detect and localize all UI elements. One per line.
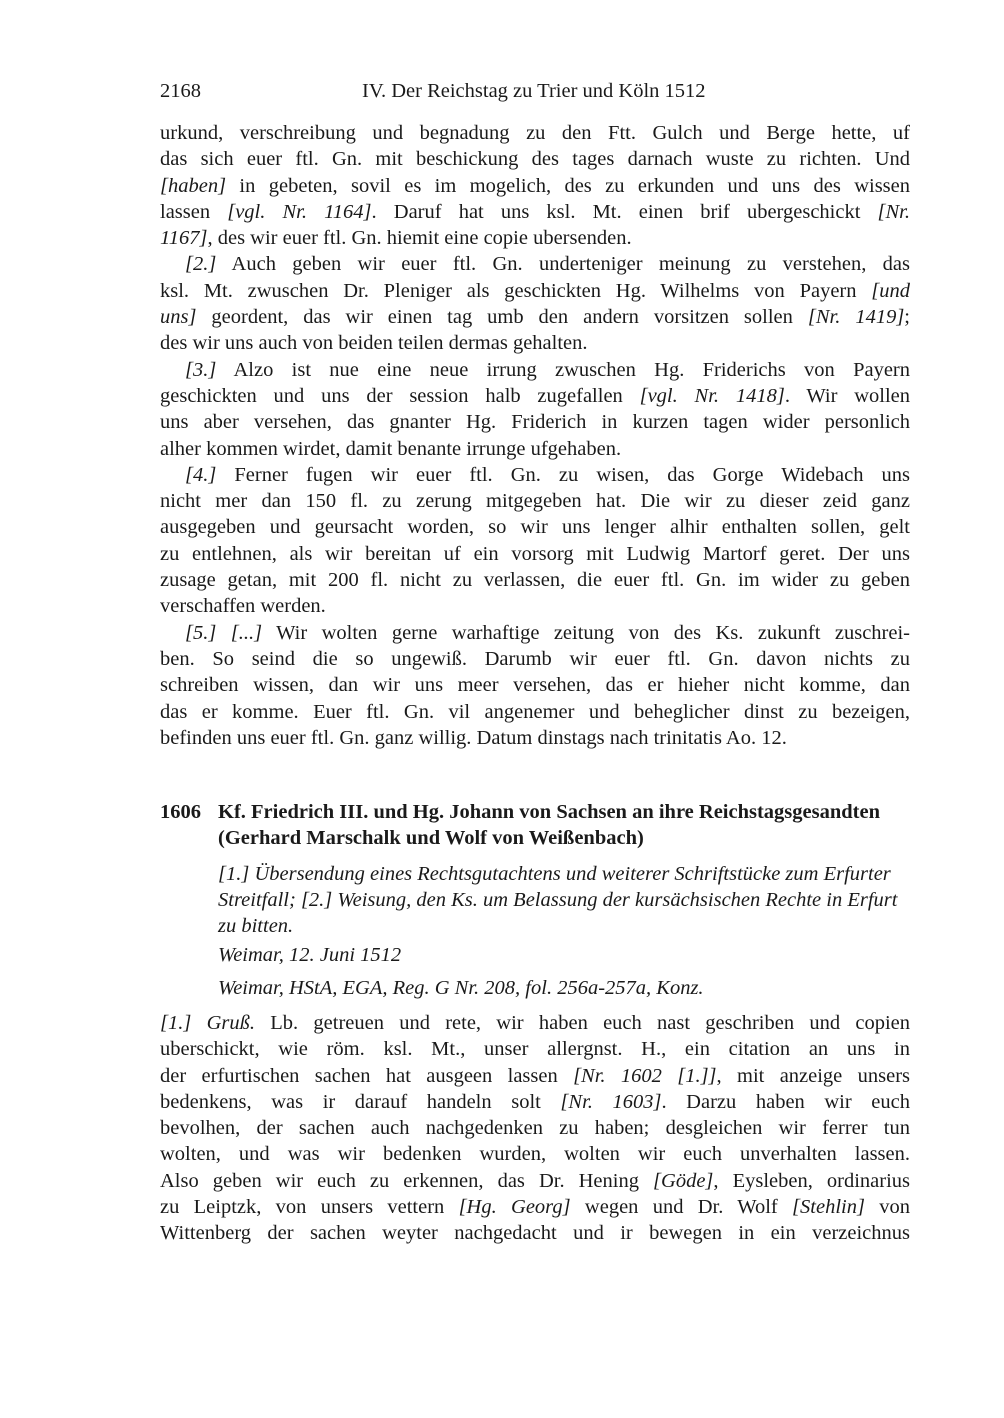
italic-annotation: [vgl. Nr. 1418] xyxy=(639,384,785,407)
text-line xyxy=(160,1194,910,1220)
text-line xyxy=(160,1220,910,1246)
text-segment: wegen und Dr. Wolf xyxy=(570,1196,793,1219)
text-segment: uberschickt, wie röm. ksl. Mt., unser allergnst. H., ein citation an uns in xyxy=(160,1038,910,1061)
italic-annotation: [Stehlin] xyxy=(792,1196,865,1219)
text-line xyxy=(160,383,910,409)
text-line xyxy=(160,567,910,593)
document-summary: [1.] Übersendung eines Rechtsgutachtens und weiterer Schriftstücke zum Erfurter Streitfall; [2.] Weisung, den Ks. um Belassung der kursächsischen Rechte in Erfurt zu bitten. xyxy=(218,863,898,937)
text-segment: ; xyxy=(904,306,910,329)
text-segment: ben. So seind die so ungewiß. Darumb wir euer ftl. Gn. davon nichts zu xyxy=(160,647,910,670)
text-segment: Wittenberg der sachen weyter nachgedacht und ir bewegen in ein verzeichnus xyxy=(160,1222,910,1245)
text-line xyxy=(160,1141,910,1167)
text-segment: der erfurtischen sachen hat ausgeen lassen xyxy=(160,1064,574,1087)
text-segment: das sich euer ftl. Gn. mit beschickung des tages darnach wuste zu richten. Und xyxy=(160,148,910,171)
document-date: Weimar, 12. Juni 1512 xyxy=(218,944,402,966)
text-segment: alher kommen wirdet, damit benante irrunge ufgehaben. xyxy=(160,437,622,460)
text-line xyxy=(160,173,910,199)
italic-annotation: [Nr. xyxy=(877,200,910,223)
text-segment: , Eysleben, ordinarius xyxy=(713,1169,910,1192)
text-segment: wolten, und was wir bedenken wurden, wolten wir euch unverhalten lassen. xyxy=(160,1143,910,1166)
text-segment: . Darzu haben wir euch xyxy=(661,1090,910,1113)
text-segment: bedenkens, was ir darauf handeln solt xyxy=(160,1090,561,1113)
text-segment: Auch geben wir euer ftl. Gn. underteniger meinung zu verstehen, das xyxy=(216,253,910,276)
text-segment: befinden uns euer ftl. Gn. ganz willig. Datum dinstags nach trinitatis Ao. 12. xyxy=(160,726,787,749)
text-line xyxy=(160,436,910,462)
document-title: Kf. Friedrich III. und Hg. Johann von Sachsen an ihre Reichstagsgesandten (Gerhard Marschalk und Wolf von Weißenbach) xyxy=(218,801,880,849)
text-segment: . Wir wollen xyxy=(784,384,910,407)
text-line xyxy=(160,1010,910,1036)
italic-annotation: [und xyxy=(871,279,910,302)
italic-annotation: [3.] xyxy=(185,358,217,381)
text-line xyxy=(160,1115,910,1141)
text-segment: ksl. Mt. zwuschen Dr. Pleniger als geschickten Hg. Wilhelms von Payern xyxy=(160,279,872,302)
text-line xyxy=(160,330,910,356)
italic-annotation: [4.] xyxy=(185,463,217,486)
text-segment: geschickten und uns der session halb zugefallen xyxy=(160,384,640,407)
text-line xyxy=(160,409,910,435)
text-line xyxy=(160,488,910,514)
text-line xyxy=(160,225,910,251)
page-number: 2168 xyxy=(160,80,201,102)
text-segment: Wir wolten gerne warhaftige zeitung von des Ks. zukunft zuschrei- xyxy=(262,621,910,644)
italic-annotation: [haben] xyxy=(160,174,227,197)
italic-annotation: [vgl. Nr. 1164] xyxy=(227,200,372,223)
text-line xyxy=(160,646,910,672)
text-line xyxy=(160,541,910,567)
italic-annotation: [Nr. 1602 [1.]] xyxy=(573,1064,717,1087)
text-line xyxy=(160,120,910,146)
italic-annotation: [1.] Gruß. xyxy=(160,1012,255,1034)
text-segment: nicht mer dan 150 fl. zu zerung mitgegeben hat. Die wir zu dieser zeid ganz xyxy=(160,490,910,513)
text-line xyxy=(160,304,910,330)
text-line xyxy=(160,146,910,172)
document-number: 1606 xyxy=(160,801,201,823)
text-segment: von xyxy=(864,1196,910,1219)
italic-annotation: [Göde] xyxy=(653,1169,714,1192)
text-line xyxy=(160,672,910,698)
text-segment: Alzo ist nue eine neue irrung zwuschen Hg. Friderichs von Payern xyxy=(216,358,910,381)
italic-annotation: uns] xyxy=(160,306,197,329)
text-segment: des wir uns auch von beiden teilen dermas gehalten. xyxy=(160,332,588,355)
document-text xyxy=(160,1010,910,1247)
document-heading xyxy=(160,800,910,851)
text-line xyxy=(160,1036,910,1062)
text-segment: zu Leiptzk, von unsers vettern xyxy=(160,1196,459,1219)
text-line xyxy=(160,357,910,383)
text-segment: urkund, verschreibung und begnadung zu den Ftt. Gulch und Berge hette, uf xyxy=(160,122,910,144)
text-line xyxy=(160,1063,910,1089)
text-line xyxy=(160,699,910,725)
text-line xyxy=(160,593,910,619)
text-segment: zusage getan, mit 200 fl. nicht zu verlassen, die euer ftl. Gn. im wider zu geben xyxy=(160,569,910,592)
italic-annotation: [Hg. Georg] xyxy=(458,1196,571,1219)
text-line xyxy=(160,725,910,751)
text-segment: schreiben wissen, dan wir uns meer versehen, das er hieher nicht komme, dan xyxy=(160,674,910,697)
running-title: IV. Der Reichstag zu Trier und Köln 1512 xyxy=(362,80,706,102)
letter-text-continued xyxy=(160,120,910,751)
text-segment: Also geben wir euch zu erkennen, das Dr. Hening xyxy=(160,1169,654,1192)
text-segment: Ferner fugen wir euer ftl. Gn. zu wisen, das Gorge Widebach uns xyxy=(216,463,910,486)
document-source: Weimar, HStA, EGA, Reg. G Nr. 208, fol. 256a-257a, Konz. xyxy=(218,977,704,999)
italic-annotation: 1167] xyxy=(160,227,208,250)
text-line xyxy=(160,251,910,277)
text-segment: zu entlehnen, als wir bereitan uf ein vorsorg mit Ludwig Martorf geret. Der uns xyxy=(160,542,910,565)
text-segment: , des wir euer ftl. Gn. hiemit eine copie ubersenden. xyxy=(207,227,632,250)
text-line xyxy=(160,1089,910,1115)
text-segment: in gebeten, sovil es im mogelich, des zu erkunden und uns des wissen xyxy=(226,174,910,197)
text-segment: , mit anzeige unsers xyxy=(716,1064,910,1087)
text-segment: verschaffen werden. xyxy=(160,595,326,618)
text-line xyxy=(160,199,910,225)
italic-annotation: [2.] xyxy=(185,253,217,276)
text-segment: das er komme. Euer ftl. Gn. vil angenemer und beheglicher dinst zu bezeigen, xyxy=(160,700,910,723)
text-line xyxy=(160,1168,910,1194)
text-segment: ausgegeben und geursacht worden, so wir uns lenger alhir enthalten sollen, gelt xyxy=(160,516,910,539)
text-line xyxy=(160,514,910,540)
italic-annotation: [5.] [...] xyxy=(185,621,263,644)
text-segment: uns aber versehen, das gnanter Hg. Friderich in kurzen tagen wider personlich xyxy=(160,411,910,434)
text-line xyxy=(160,278,910,304)
text-line xyxy=(160,620,910,646)
text-segment: Lb. getreuen und rete, wir haben euch nast geschriben und copien xyxy=(255,1012,910,1034)
text-segment: bevolhen, der sachen auch nachgedenken zu haben; desgleichen wir ferrer tun xyxy=(160,1117,910,1140)
italic-annotation: [Nr. 1419] xyxy=(807,306,905,329)
text-segment: lassen xyxy=(160,200,228,223)
italic-annotation: [Nr. 1603] xyxy=(560,1090,662,1113)
text-segment: . Daruf hat uns ksl. Mt. einen brif ubergeschickt xyxy=(371,200,878,223)
text-line xyxy=(160,462,910,488)
text-segment: geordent, das wir einen tag umb den andern vorsitzen sollen xyxy=(196,306,808,329)
